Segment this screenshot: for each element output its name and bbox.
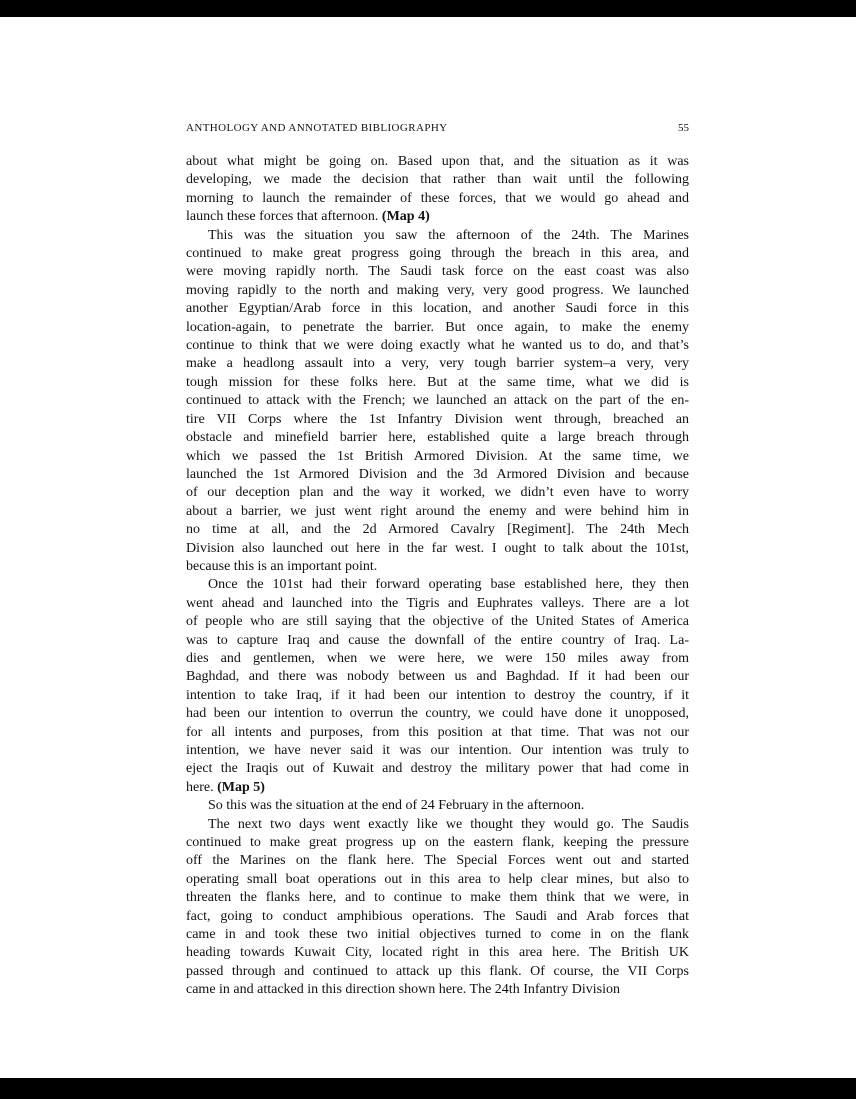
text-line: off the Marines on the flank here. The Special Forces went out and started [186,853,689,869]
text-line: developing, we made the decision that rather than wait until the following [186,172,689,188]
page-number: 55 [678,122,689,134]
text-line: came in and attacked in this direction shown here. The 24th Infantry Division [186,982,621,998]
scan-artifact-bottom-bar [0,1078,856,1099]
paragraph [186,797,689,815]
text-line: had been our intention to overrun the country, we could have done it unopposed, [186,706,689,722]
text-segment: here. [186,779,218,795]
text-line [186,208,689,226]
text-line: Baghdad, and there was nobody between us and Baghdad. If it had been our [186,669,689,685]
text-line: tire VII Corps where the 1st Infantry Division went through, breached an [186,411,689,427]
text-line: location-again, to penetrate the barrier. But once again, to make the enemy [186,319,689,335]
text-line: passed through and continued to attack up this flank. Of course, the VII Corps [186,963,689,979]
map-reference: (Map 5) [217,779,265,795]
text-line: make a headlong assault into a very, very tough barrier system–a very, very [186,356,689,372]
running-header [186,122,689,134]
text-line: because this is an important point. [186,558,378,574]
text-line: dies and gentlemen, when we were here, we were 150 miles away from [186,650,689,666]
text-line: for all intents and purposes, from this position at that time. That was not our [186,724,689,740]
text-line: Division also launched out here in the far west. I ought to talk about the 101st, [186,540,689,556]
text-line: launched the 1st Armored Division and the 3d Armored Division and because [186,466,689,482]
paragraph [186,576,689,797]
document-text [186,153,689,1000]
text-line: continue to think that we were doing exactly what he wanted us to do, and that’s [186,338,689,354]
scan-artifact-top-bar [0,0,856,17]
text-line: So this was the situation at the end of 24 February in the afternoon. [208,798,585,814]
text-line: threaten the flanks here, and to continue to make them think that we were, in [186,890,689,906]
text-line: another Egyptian/Arab force in this location, and another Saudi force in this [186,301,689,317]
text-line: intention, we have never said it was our intention. Our intention was truly to [186,743,689,758]
text-line: came in and took these two initial objectives turned to come in on the flank [186,927,689,943]
text-line: Once the 101st had their forward operating base established here, they then [208,577,689,593]
text-line: eject the Iraqis out of Kuwait and destroy the military power that had come in [186,761,689,777]
text-line: went ahead and launched into the Tigris and Euphrates valleys. There are a lot [186,595,689,611]
text-line: This was the situation you saw the afternoon of the 24th. The Marines [208,227,689,243]
text-line: continued to make great progress going through the breach in this area, and [186,246,689,262]
text-line: which we passed the 1st British Armored Division. At the same time, we [186,448,689,464]
text-line: continued to make great progress up on the eastern flank, keeping the pressure [186,835,689,851]
text-line: intention to take Iraq, if it had been our intention to destroy the country, if it [186,687,689,703]
text-segment: launch these forces that afternoon. [186,209,382,225]
text-line: operating small boat operations out in this area to help clear mines, but also to [186,871,689,887]
text-line [186,779,689,797]
text-line: fact, going to conduct amphibious operations. The Saudi and Arab forces that [186,908,689,924]
text-line: obstacle and minefield barrier here, established quite a large breach through [186,430,689,446]
text-line: was to capture Iraq and cause the downfall of the entire country of Iraq. La- [186,632,689,648]
text-line: about a barrier, we just went right around the enemy and were behind him in [186,503,689,519]
document-page [186,122,689,1000]
text-line: were moving rapidly north. The Saudi task force on the east coast was also [186,264,689,280]
paragraph [186,816,689,1000]
text-line: of our deception plan and the way it worked, we didn’t even have to worry [186,485,689,501]
text-line: The next two days went exactly like we thought they would go. The Saudis [208,816,689,832]
text-line: no time at all, and the 2d Armored Cavalry [Regiment]. The 24th Mech [186,522,689,538]
paragraph [186,153,689,227]
text-line: of people who are still saying that the objective of the United States of America [186,614,689,630]
paragraph [186,227,689,577]
map-reference: (Map 4) [381,209,430,225]
text-line: morning to launch the remainder of these forces, that we would go ahead and [186,190,689,206]
text-line: about what might be going on. Based upon that, and the situation as it was [186,154,689,169]
text-line: continued to attack with the French; we launched an attack on the part of the en- [186,393,689,409]
text-line: heading towards Kuwait City, located right in this area here. The British UK [186,945,689,961]
text-line: moving rapidly to the north and making very, very good progress. We launched [186,282,689,298]
text-line: tough mission for these folks here. But at the same time, what we did is [186,374,689,390]
header-title: ANTHOLOGY AND ANNOTATED BIBLIOGRAPHY [186,122,448,134]
